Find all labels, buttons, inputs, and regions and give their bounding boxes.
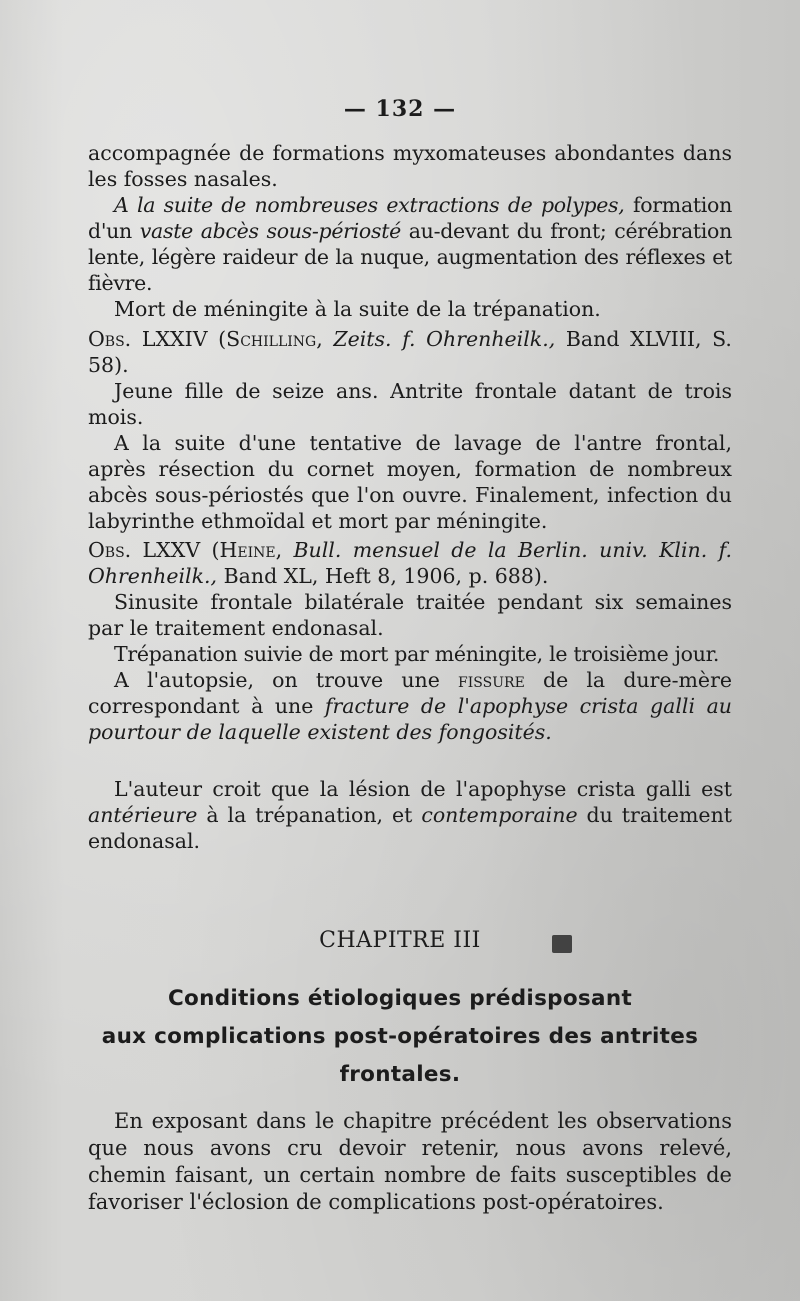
- ink-stain: [552, 935, 572, 953]
- case-text-paragraph: A la suite de nombreuses extractions de polypes, formation d'un vaste abcès sous-périosté au-devant du front; cérébration lente, légère raideur de la nuque, augmentation des réflexes et fièvre.: [88, 193, 733, 295]
- chapter-heading: Conditions étiologiques prédisposant aux complications post-opératoires des antrites frontales.: [101, 986, 699, 1087]
- author-remark: L'auteur croit que la lésion de l'apophyse crista galli est antérieure à la trépanation, et contemporaine du traitement endonasal.: [88, 777, 733, 853]
- case-continuation: [88, 140, 732, 322]
- observation-text: A la suite d'une tentative de lavage de l'antre frontal, après résection du cornet moyen, formation de nombreux abcès sous-périostés que l'on ouvre. Finalement, infection du labyrinthe ethmoïdal et mort par méningite.: [88, 431, 732, 533]
- case-outcome: Mort de méningite à la suite de la trépanation.: [114, 297, 601, 321]
- observation-text: Jeune fille de seize ans. Antrite frontale datant de trois mois.: [88, 379, 732, 429]
- observation-74: [88, 326, 732, 534]
- page-number: — 132 —: [343, 96, 457, 122]
- observation-text: A l'autopsie, on trouve une fissure de la dure-mère correspondant à une fracture de l'apophyse crista galli au pourtour de laquelle existent des fongosités.: [88, 668, 732, 744]
- observation-header: Obs. LXXIV (Schilling, Zeits. f. Ohrenheilk., Band XLVIII, S. 58).: [88, 327, 732, 377]
- case-text-line: accompagnée de formations myxomateuses abondantes dans les fosses nasales.: [88, 141, 732, 191]
- observation-text: Trépanation suivie de mort par méningite, le troisième jour.: [114, 642, 720, 666]
- observation-75: [88, 537, 732, 745]
- chapter-title: CHAPITRE III: [319, 928, 481, 953]
- observation-text: Sinusite frontale bilatérale traitée pendant six semaines par le traitement endonasal.: [88, 590, 732, 640]
- observation-header: Obs. LXXV (Heine, Bull. mensuel de la Berlin. univ. Klin. f. Ohrenheilk., Band XL, Heft 8, 1906, p. 688).: [88, 538, 732, 588]
- chapter-intro: En exposant dans le chapitre précédent les observations que nous avons cru devoir retenir, nous avons relevé, chemin faisant, un certain nombre de faits susceptibles de favoriser l'éclosion de complications post-opératoires.: [88, 1109, 732, 1214]
